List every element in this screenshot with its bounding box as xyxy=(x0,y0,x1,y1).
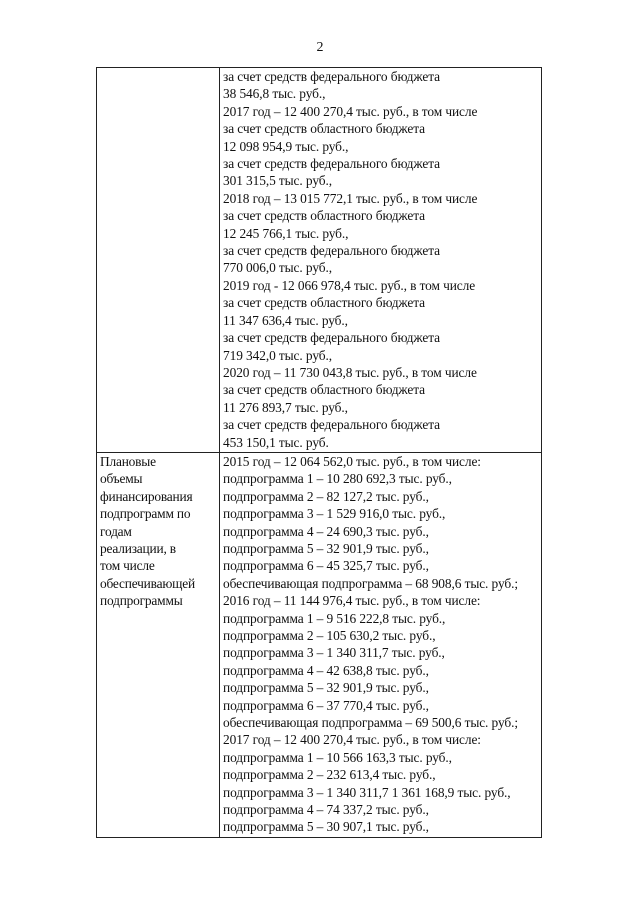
row2-content-cell xyxy=(220,452,542,837)
text-line: 453 150,1 тыс. руб. xyxy=(223,434,329,450)
text-line: 2016 год – 11 144 976,4 тыс. руб., в том числе: xyxy=(223,593,481,609)
text-line: за счет средств федерального бюджета xyxy=(223,243,440,259)
text-line: 2018 год – 13 015 772,1 тыс. руб., в том числе xyxy=(223,190,478,206)
row1-label-cell xyxy=(97,68,220,453)
text-line: за счет средств федерального бюджета xyxy=(223,156,440,172)
text-line: подпрограмма 4 – 74 337,2 тыс. руб., xyxy=(223,802,429,818)
text-line: подпрограмма 1 – 10 280 692,3 тыс. руб., xyxy=(223,471,452,487)
text-line: за счет средств областного бюджета xyxy=(223,121,426,137)
text-line: 2015 год – 12 064 562,0 тыс. руб., в том числе: xyxy=(223,453,481,469)
text-line: подпрограмм по xyxy=(100,506,191,522)
text-line: подпрограмма 3 – 1 529 916,0 тыс. руб., xyxy=(223,506,446,522)
text-line: 11 276 893,7 тыс. руб., xyxy=(223,399,348,415)
text-line: годам xyxy=(100,523,132,539)
row2-label-cell xyxy=(97,452,220,837)
text-line: за счет средств областного бюджета xyxy=(223,295,426,311)
text-line: подпрограмма 3 – 1 340 311,7 тыс. руб., xyxy=(223,645,445,661)
text-line: за счет средств федерального бюджета xyxy=(223,417,440,433)
text-line: 2020 год – 11 730 043,8 тыс. руб., в том числе xyxy=(223,364,477,380)
text-line: 770 006,0 тыс. руб., xyxy=(223,260,332,276)
text-line: подпрограмма 4 – 42 638,8 тыс. руб., xyxy=(223,662,429,678)
text-line: подпрограмма 5 – 32 901,9 тыс. руб., xyxy=(223,540,429,556)
text-line: подпрограмма 1 – 9 516 222,8 тыс. руб., xyxy=(223,610,446,626)
text-line: 12 098 954,9 тыс. руб., xyxy=(223,138,349,154)
text-line: подпрограмма 4 – 24 690,3 тыс. руб., xyxy=(223,523,429,539)
text-line: за счет средств областного бюджета xyxy=(223,382,426,398)
text-line: Плановые xyxy=(100,453,156,469)
table-row xyxy=(97,68,542,453)
text-line: 11 347 636,4 тыс. руб., xyxy=(223,312,348,328)
row1-content-cell xyxy=(220,68,542,453)
text-line: 301 315,5 тыс. руб., xyxy=(223,173,332,189)
text-line: 2019 год - 12 066 978,4 тыс. руб., в том числе xyxy=(223,277,476,293)
text-line: 2017 год – 12 400 270,4 тыс. руб., в том числе xyxy=(223,103,478,119)
text-line: 2017 год – 12 400 270,4 тыс. руб., в том числе: xyxy=(223,732,481,748)
text-line: за счет средств областного бюджета xyxy=(223,208,426,224)
text-line: подпрограмма 6 – 45 325,7 тыс. руб., xyxy=(223,558,429,574)
text-line: обеспечивающая подпрограмма – 68 908,6 тыс. руб.; xyxy=(223,575,518,591)
text-line: подпрограммы xyxy=(100,593,183,609)
funding-table xyxy=(96,67,542,838)
text-line: подпрограмма 5 – 30 907,1 тыс. руб., xyxy=(223,819,429,835)
text-line: за счет средств федерального бюджета xyxy=(223,69,440,84)
text-line: реализации, в xyxy=(100,540,176,556)
text-line: 38 546,8 тыс. руб., xyxy=(223,86,326,102)
text-line: финансирования xyxy=(100,488,193,504)
page-number: 2 xyxy=(316,40,324,55)
text-line: подпрограмма 2 – 105 630,2 тыс. руб., xyxy=(223,628,436,643)
text-line: 12 245 766,1 тыс. руб., xyxy=(223,225,349,241)
text-line: подпрограмма 6 – 37 770,4 тыс. руб., xyxy=(223,697,429,713)
text-line: подпрограмма 2 – 82 127,2 тыс. руб., xyxy=(223,488,429,504)
table-row xyxy=(97,452,542,837)
text-line: подпрограмма 5 – 32 901,9 тыс. руб., xyxy=(223,680,429,696)
text-line: обеспечивающей xyxy=(100,575,195,591)
text-line: подпрограмма 1 – 10 566 163,3 тыс. руб., xyxy=(223,749,452,765)
text-line: за счет средств федерального бюджета xyxy=(223,330,440,346)
text-line: подпрограмма 3 – 1 340 311,7 1 361 168,9 тыс. руб., xyxy=(223,784,511,800)
text-line: 719 342,0 тыс. руб., xyxy=(223,347,332,363)
text-line: подпрограмма 2 – 232 613,4 тыс. руб., xyxy=(223,767,436,783)
text-line: объемы xyxy=(100,471,143,487)
text-line: обеспечивающая подпрограмма – 69 500,6 тыс. руб.; xyxy=(223,715,518,731)
text-line: том числе xyxy=(100,558,155,574)
